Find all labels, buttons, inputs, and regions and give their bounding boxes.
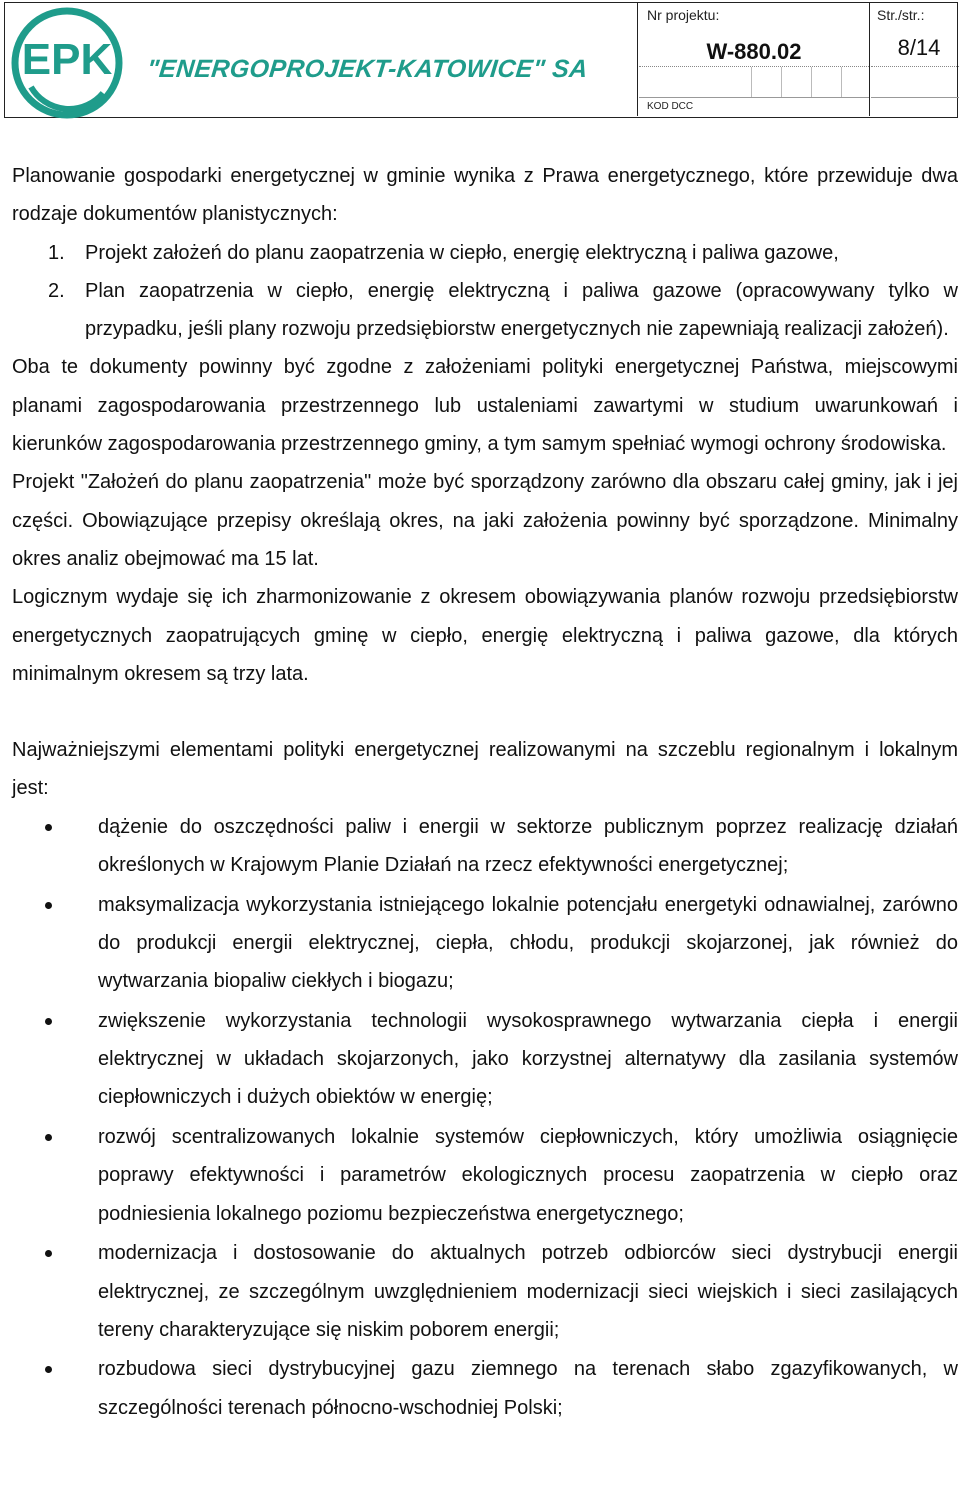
bullet-icon [45,1366,52,1373]
list-item [12,1118,958,1233]
bullet-icon [45,1018,52,1025]
list-item-text: dążenie do oszczędności paliw i energii w sektorze publicznym poprzez realizację działań określonych w Krajowym Planie Działań na rzecz efektywności energetycznej; [98,815,958,877]
logo-initials: EPK [21,35,113,84]
page-number: 8/14 [897,35,941,60]
list-item [12,234,958,272]
bullet-icon [45,1134,52,1141]
paragraph: Planowanie gospodarki energetycznej w gminie wynika z Prawa energetycznego, które przewiduje dwa rodzaje dokumentów planistycznych: [12,165,958,226]
list-item-text: rozbudowa sieci dystrybucyjnej gazu ziemnego na terenach słabo zgazyfikowanych, w szczególności terenach północno-wschodniej Polski; [98,1358,958,1419]
list-item-text: zwiększenie wykorzystania technologii wysokosprawnego wytwarzania ciepła i energii elektrycznej w układach skojarzonych, jako korzystnej alternatywy dla zasilania systemów ciepłowniczych i dużych obiektów w energię; [98,1009,958,1109]
bullet-icon [45,1250,52,1257]
list-item [12,808,958,885]
divider [871,66,959,67]
divider [871,97,959,98]
spacer [12,693,958,731]
list-item-text: Projekt założeń do planu zaopatrzenia w ciepło, energię elektryczną i paliwa gazowe, [85,241,839,264]
page-label: Str./str.: [877,7,925,23]
list-item-text: maksymalizacja wykorzystania istniejącego lokalnie potencjału energetyki odnawialnej, zarówno do produkcji energii elektrycznej, ciepła, chłodu, produkcji skojarzonej, jak również do wytwarzania biopaliw ciekłych i biogazu; [98,893,958,993]
list-number: 1. [48,241,65,264]
list-item [12,272,958,349]
list-item-text: rozwój scentralizowanych lokalnie systemów ciepłowniczych, który umożliwia osiągnięcie poprawy efektywności i parametrów ekologicznych procesu zaopatrzenia w ciepło oraz podniesienia lokalnego poziomu bezpieczeństwa energetycznego; [98,1126,958,1225]
bullet-list [12,808,958,1427]
list-item-text: Plan zaopatrzenia w ciepło, energię elektryczną i paliwa gazowe (opracowywany tylko w przypadku, jeśli plany rozwoju przedsiębiorstw energetycznych nie zapewniają realizacji założeń). [85,279,958,341]
project-number: W-880.02 [706,39,802,64]
document-body [12,157,958,1428]
project-number-cell [639,3,870,116]
page-number-cell [871,3,959,116]
paragraph: Najważniejszymi elementami polityki energetycznej realizowanymi na szczeblu regionalnym i lokalnym jest: [12,739,958,800]
list-item-text: modernizacja i dostosowanie do aktualnych potrzeb odbiorców sieci dystrybucji energii elektrycznej, ze szczególnym uwzględnieniem modernizacji sieci wiejskich i sieci zasilających tereny charakteryzujące się niskim poborem energii; [98,1242,958,1341]
logo-cell [5,3,638,116]
list-item [12,1350,958,1427]
paragraph: Projekt "Założeń do planu zaopatrzenia" może być sporządzony zarówno dla obszaru całej gminy, jak i jej części. Obowiązujące przepisy określają okres, na jaki założenia powinny być sporządzone. Minimalny okres analiz obejmować ma 15 lat. [12,471,958,570]
company-name: "ENERGOPROJEKT-KATOWICE" SA [145,55,590,83]
bullet-icon [45,902,52,909]
divider [639,97,869,98]
kod-boxes [751,67,869,97]
kod-dcc-label: KOD DCC [647,101,694,112]
list-item [12,1002,958,1117]
project-label: Nr projektu: [647,7,720,23]
list-number: 2. [48,279,65,302]
paragraph: Oba te dokumenty powinny być zgodne z założeniami polityki energetycznej Państwa, miejscowymi planami zagospodarowania przestrzennego lub ustaleniami zawartymi w studium uwarunkowań i kierunków zagospodarowania przestrzennego gminy, a tym samym spełniać wymogi ochrony środowiska. [12,356,958,456]
document-header [4,2,958,118]
epk-logo-icon [11,7,123,119]
bullet-icon [45,824,52,831]
paragraph: Logicznym wydaje się ich zharmonizowanie z okresem obowiązywania planów rozwoju przedsiębiorstw energetycznych zaopatrujących gminę w ciepło, energię elektryczną i paliwa gazowe, dla których minimalnym okresem są trzy lata. [12,586,958,685]
list-item [12,886,958,1001]
list-item [12,1234,958,1349]
numbered-list [12,234,958,349]
